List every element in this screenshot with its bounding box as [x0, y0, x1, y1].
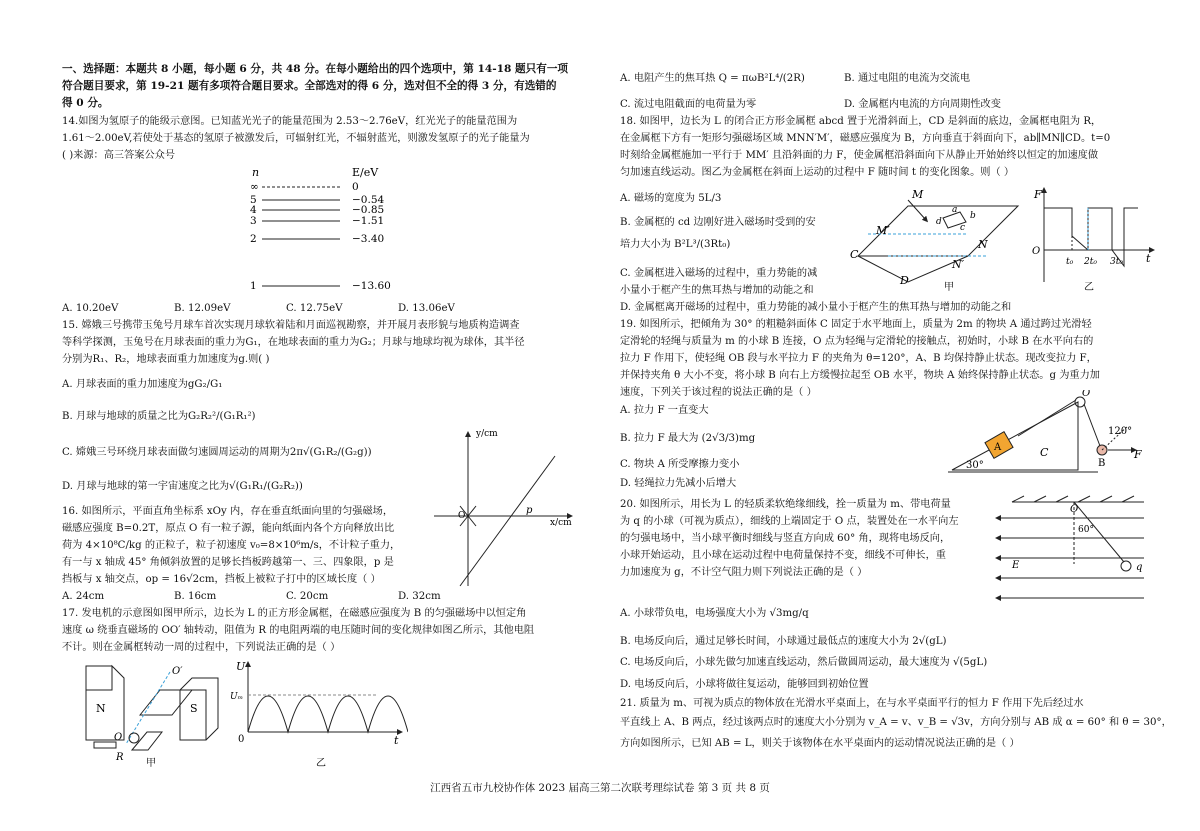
q15-stem-line: 15. 嫦娥三号携带玉兔号月球车首次实现月球软着陆和月面巡视勘察，并开展月表形貌与地质构造调查 [62, 320, 520, 331]
level-n: 5 [250, 194, 257, 206]
um-label: Uₘ [230, 692, 244, 702]
tick-t0: t₀ [1066, 257, 1074, 267]
q14-stem-line: ( )来源：高三答案公众号 [62, 150, 176, 161]
level-n: 3 [250, 215, 257, 227]
pivot-o-label: O [1070, 504, 1079, 515]
t-axis-label: t [1146, 252, 1151, 265]
q16-option-a: A. 24cm [62, 591, 105, 602]
figure-jia-label: 甲 [146, 758, 156, 768]
q18-stem-line: 在金属框下方有一矩形匀强磁场区域 MNN′M′，磁感应强度为 B，方向垂直于斜面向下，ab∥MN∥CD。t=0 [620, 133, 1111, 144]
q14-stem-line: 1.61～2.00eV,若使处于基态的氢原子被激发后，可辐射红光，不辐射蓝光，则激发氢原子的光子能量为 [62, 133, 530, 144]
q15-option-a: A. 月球表面的重力加速度为gG₂/G₁ [62, 379, 223, 390]
figure-jia-label: 甲 [944, 282, 954, 292]
q19-stem-line: 并保持夹角 θ 大小不变，将小球 B 向右上方缓慢拉起至 OB 水平，物块 A 始终保持静止状态。g 为重力加 [620, 370, 1100, 381]
voltage-time-graph [228, 660, 408, 768]
label-n: N [978, 238, 988, 251]
x-axis-label: x/cm [550, 518, 572, 528]
label-b: b [970, 211, 976, 221]
q20-option-b: B. 电场反向后，通过足够长时间，小球通过最低点的速度大小为 2√(gL) [620, 636, 947, 647]
q20-stem-line: 20. 如图所示，用长为 L 的轻质柔软绝缘细线，拴一质量为 m、带电荷量 [620, 499, 951, 510]
level-energy: −1.51 [352, 215, 385, 227]
label-a: a [952, 205, 958, 215]
q21-stem-line: 21. 质量为 m、可视为质点的物体放在光滑水平桌面上，在与水平桌面平行的恒力 F 作用下先后经过水 [620, 698, 1084, 709]
q18-option-d: D. 金属框离开磁场的过程中，重力势能的减小量小于框产生的焦耳热与增加的动能之和 [620, 302, 1012, 313]
q16-stem-line: 有一与 x 轴成 45° 角倾斜放置的足够长挡板跨越第一、三、四象限，p 是 [62, 557, 394, 568]
incline-c-label: C [1040, 446, 1049, 459]
level-energy: −0.54 [352, 194, 385, 206]
charge-q-label: q [1136, 562, 1143, 573]
origin-label: O [1032, 246, 1041, 257]
label-d-small: d [936, 217, 942, 227]
q20-option-a: A. 小球带负电，电场强度大小为 √3mg/q [620, 608, 809, 619]
y-axis-label: y/cm [476, 429, 498, 439]
angle-60-label: 60° [1078, 525, 1094, 535]
q19-option-d: D. 轻绳拉力先减小后增大 [620, 478, 737, 489]
level-n: 1 [250, 280, 257, 292]
q18-option-c-line2: 小量小于框产生的焦耳热与增加的动能之和 [620, 285, 814, 296]
q15-option-d: D. 月球与地球的第一宇宙速度之比为√(G₁R₁/(G₂R₂)) [62, 481, 303, 492]
q19-option-b: B. 拉力 F 最大为 (2√3/3)mg [620, 433, 756, 444]
q18-stem-line: 时刻给金属框施加一平行于 MM′ 且沿斜面的力 F，使金属框沿斜面向下从静止开始始终以恒定的加速度做 [620, 150, 1099, 161]
q17-option-c: C. 流过电阻截面的电荷量为零 [620, 99, 757, 110]
point-p-label: p [526, 505, 533, 516]
force-time-graph [1028, 186, 1158, 292]
q14-option-d: D. 13.06eV [398, 303, 455, 314]
q17-stem-line: 速度 ω 绕垂直磁场的 OO′ 轴转动，阻值为 R 的电阻两端的电压随时间的变化规律如图乙所示，其他电阻 [62, 625, 535, 636]
q16-option-d: D. 32cm [398, 591, 441, 602]
axis-o-label: O [114, 732, 123, 743]
q15-option-c: C. 嫦娥三号环绕月球表面做匀速圆周运动的周期为2π√(G₁R₂/(G₂g)) [62, 447, 372, 458]
q19-stem-line: 定滑轮的轻绳与质量为 m 的小球 B 连接，O 点为轻绳与定滑轮的接触点，初始时，小球 B 在水平向右的 [620, 336, 1094, 347]
ball-b-label: B [1098, 458, 1106, 469]
q17-stem-line: 17. 发电机的示意图如图甲所示，边长为 L 的正方形金属框，在磁感应强度为 B 的匀强磁场中以恒定角 [62, 608, 527, 619]
q16-option-c: C. 20cm [286, 591, 329, 602]
origin-zero-label: 0 [238, 734, 245, 745]
q15-option-b: B. 月球与地球的质量之比为G₂R₂²/(G₁R₁²) [62, 411, 256, 422]
section-heading-line: 一、选择题：本题共 8 小题，每小题 6 分，共 48 分。在每小题给出的四个选项中，第 14-18 题只有一项 [62, 63, 569, 75]
energy-axis-label: E/eV [352, 166, 379, 179]
q20-stem-line: 小球开始运动，且小球在运动过程中电荷量保持不变，细线不可伸长，重 [620, 550, 946, 561]
pulley-o-label: O [1082, 390, 1091, 399]
field-e-label: E [1012, 560, 1020, 571]
q14-option-c: C. 12.75eV [286, 303, 343, 314]
section-heading-line: 得 0 分。 [62, 97, 109, 109]
angle-30-label: 30° [966, 460, 984, 471]
q20-stem-line: 为 q 的小球（可视为质点），细线的上端固定于 O 点，装置处在一水平向左 [620, 516, 959, 527]
label-c: C [850, 248, 859, 261]
q14-option-a: A. 10.20eV [62, 303, 119, 314]
q15-stem-line: 等科学探测，玉兔号在月球表面的重力为G₁，在地球表面的重力为G₂；月球与地球均视为球体，其半径 [62, 337, 525, 348]
q14-option-b: B. 12.09eV [174, 303, 231, 314]
q19-stem-line: 19. 如图所示，把倾角为 30° 的粗糙斜面体 C 固定于水平地面上，质量为 2m 的物块 A 通过跨过光滑轻 [620, 319, 1092, 330]
level-energy: 0 [352, 181, 359, 193]
q17-option-a: A. 电阻产生的焦耳热 Q = πωB²L⁴/(2R) [620, 73, 805, 84]
level-n: 2 [250, 233, 257, 245]
f-axis-label: F [1034, 188, 1042, 201]
t-axis-label: t [394, 734, 399, 747]
q20-stem-line: 力加速度为 g，不计空气阻力则下列说法正确的是（ ） [620, 567, 868, 578]
u-axis-label: U [236, 660, 246, 673]
q16-stem-line: 荷为 4×10⁸C/kg 的正粒子，粒子初速度 v₀=8×10⁶m/s，不计粒子重力， [62, 540, 401, 551]
q18-option-c-line1: C. 金属框进入磁场的过程中，重力势能的减 [620, 268, 818, 279]
q18-option-b-line1: B. 金属框的 cd 边刚好进入磁场时受到的安 [620, 217, 816, 228]
q20-option-d: D. 电场反向后，小球将做往复运动，能够回到初始位置 [620, 679, 869, 690]
q16-coordinate-figure [430, 426, 580, 591]
level-energy: −0.85 [352, 204, 385, 216]
magnet-s-label: S [190, 702, 198, 715]
q20-option-c: C. 电场反向后，小球先做匀加速直线运动，然后做圆周运动，最大速度为 √(5gL) [620, 657, 988, 668]
electric-field-pendulum-figure [994, 494, 1152, 606]
figure-yi-label: 乙 [316, 758, 326, 768]
n-axis-label: n [252, 166, 260, 179]
block-a-label: A [994, 442, 1002, 453]
q17-option-d: D. 金属框内电流的方向周期性改变 [844, 99, 1001, 110]
q18-stem-line: 18. 如图甲，边长为 L 的闭合正方形金属框 abcd 置于光滑斜面上，CD 是斜面的底边，金属框电阻为 R， [620, 116, 1102, 127]
axis-o-prime-label: O′ [172, 666, 183, 677]
resistor-r-label: R [116, 752, 124, 763]
incline-magnetic-figure [848, 186, 1028, 292]
pulley-incline-figure [948, 390, 1148, 474]
figure-yi-label: 乙 [1084, 282, 1094, 292]
q16-option-b: B. 16cm [174, 591, 217, 602]
level-n: ∞ [250, 181, 259, 193]
tick-3t0: 3t₀ [1110, 257, 1123, 267]
label-m: M [912, 188, 924, 201]
q18-stem-line: 匀加速直线运动。图乙为金属框在斜面上运动的过程中 F 随时间 t 的变化图象。则（ ） [620, 167, 1015, 178]
label-m-prime: M′ [876, 224, 890, 237]
q18-option-b-line2: 培力大小为 B²L³/(3Rt₀) [620, 239, 731, 250]
q19-option-c: C. 物块 A 所受摩擦力变小 [620, 459, 740, 470]
q17-option-b: B. 通过电阻的电流为交流电 [844, 73, 971, 84]
q21-stem-line: 方向如图所示，已知 AB = L，则关于该物体在水平桌面内的运动情况说法正确的是（ ） [620, 738, 1020, 749]
q15-stem-line: 分别为R₁、R₂，地球表面重力加速度为g.则( ) [62, 354, 270, 365]
origin-label: O [458, 511, 466, 521]
q14-stem-line: 14.如图为氢原子的能级示意图。已知蓝光光子的能量范围为 2.53～2.76eV，红光光子的能量范围为 [62, 116, 518, 127]
label-c-small: c [960, 223, 966, 233]
q17-stem-line: 不计。则在金属框转动一周的过程中，下列说法正确的是（ ） [62, 642, 341, 653]
label-n-prime: N′ [952, 258, 965, 271]
q20-stem-line: 的匀强电场中，当小球平衡时细线与竖直方向成 60° 角，现将电场反向， [620, 533, 951, 544]
magnet-n-label: N [96, 702, 106, 715]
q21-stem-line: 平直线上 A、B 两点，经过该两点时的速度大小分别为 v_A = v、v_B = √3v，方向分别与 AB 成 α = 60° 和 θ = 30°， [620, 717, 1172, 728]
q18-option-a: A. 磁场的宽度为 5L/3 [620, 193, 722, 204]
section-heading-line: 符合题目要求，第 19-21 题有多项符合题目要求。全部选对的得 6 分，选对但不全的得 3 分，有选错的 [62, 80, 557, 92]
page-footer: 江西省五市九校协作体 2023 届高三第二次联考理综试卷 第 3 页 共 8 页 [430, 782, 770, 794]
level-energy: −13.60 [352, 280, 391, 292]
angle-120-label: 120° [1108, 426, 1133, 437]
level-n: 4 [250, 204, 257, 216]
energy-level-diagram [240, 164, 440, 298]
q16-stem-line: 16. 如图所示，平面直角坐标系 xOy 内，存在垂直纸面向里的匀强磁场， [62, 506, 394, 517]
q16-stem-line: 磁感应强度 B=0.2T，原点 O 有一粒子源，能向纸面内各个方向释放出比 [62, 523, 395, 534]
level-energy: −3.40 [352, 233, 385, 245]
tick-2t0: 2t₀ [1084, 257, 1097, 267]
generator-figure [82, 660, 232, 768]
force-f-label: F [1134, 448, 1142, 461]
q19-stem-line: 拉力 F 作用下，使轻绳 OB 段与水平拉力 F 的夹角为 θ=120°，A、B 均保持静止状态。现改变拉力 F， [620, 353, 1097, 364]
label-d: D [900, 274, 909, 287]
q19-option-a: A. 拉力 F 一直变大 [620, 405, 709, 416]
q19-stem-line: 速度，下列关于该过程的说法正确的是（ ） [620, 387, 817, 398]
q16-stem-line: 挡板与 x 轴交点，op = 16√2cm，挡板上被粒子打中的区域长度（ ） [62, 574, 381, 585]
